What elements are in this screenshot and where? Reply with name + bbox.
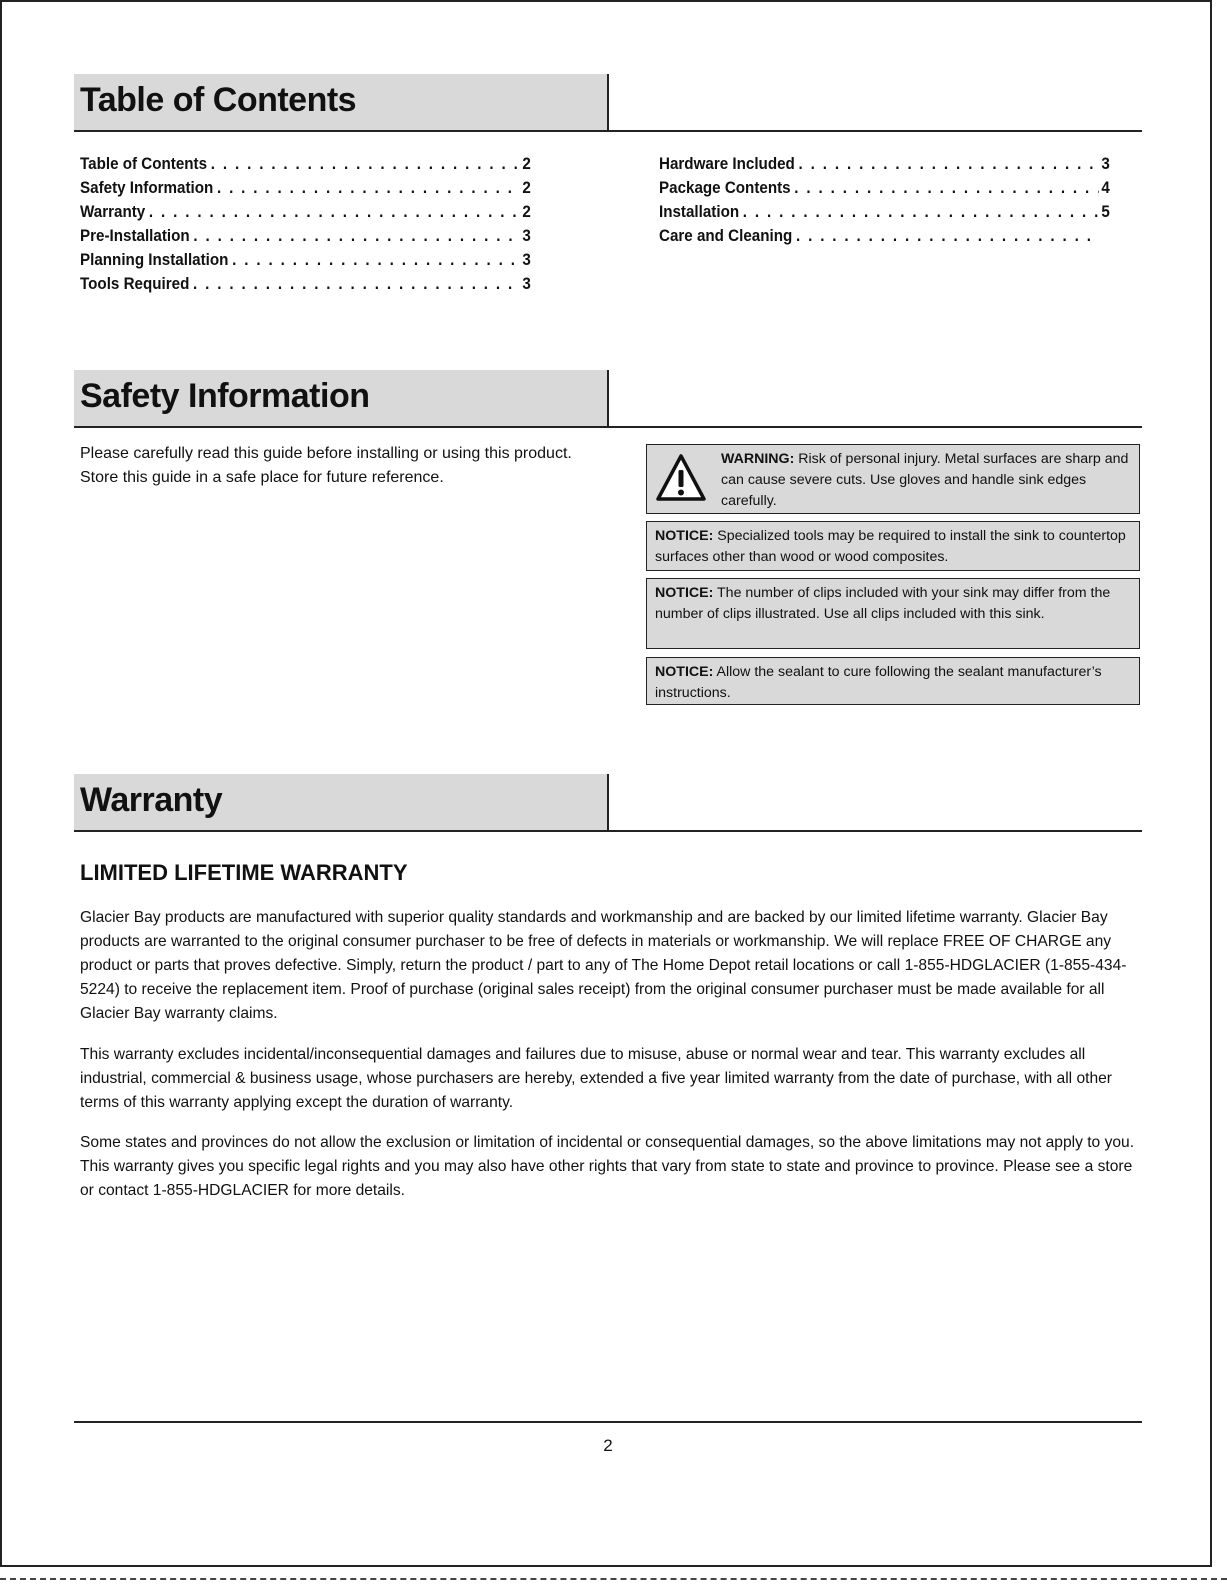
notice-box	[646, 578, 1140, 649]
footer-divider	[74, 1421, 1142, 1423]
warranty-section-header	[74, 774, 1142, 832]
notice-label: NOTICE:	[655, 528, 714, 544]
warning-triangle-icon	[655, 453, 707, 503]
toc-entry-label: Pre-Installation	[80, 227, 190, 245]
toc-entry-label: Package Contents	[659, 179, 791, 197]
toc-title: Table of Contents	[80, 81, 357, 119]
toc-entry[interactable]	[80, 176, 531, 200]
toc-leader	[792, 224, 1098, 248]
toc-entry-page: 3	[522, 275, 531, 293]
toc-entry-page: 3	[522, 227, 531, 245]
toc-section-header	[74, 74, 1142, 132]
notice-message: The number of clips included with your sink may differ from the number of clips illustrated. Use all clips included with this sink.	[655, 585, 1111, 622]
safety-title-tab	[74, 370, 609, 426]
toc-entry[interactable]	[80, 248, 531, 272]
toc-left-column	[80, 152, 531, 296]
toc-entry-page: 4	[1101, 179, 1110, 197]
toc-entry[interactable]	[80, 200, 531, 224]
notice-message: Allow the sealant to cure following the sealant manufacturer’s instructions.	[655, 664, 1102, 701]
toc-leader	[739, 200, 1099, 224]
toc-leader	[213, 176, 519, 200]
warning-message: Risk of personal injury. Metal surfaces are sharp and can cause severe cuts. Use gloves and handle sink edges carefully.	[721, 451, 1129, 509]
toc-entry-label: Tools Required	[80, 275, 190, 293]
warranty-heading: LIMITED LIFETIME WARRANTY	[80, 860, 408, 885]
toc-entry-label: Planning Installation	[80, 251, 229, 269]
notice-label: NOTICE:	[655, 664, 714, 680]
toc-entry[interactable]	[659, 224, 1110, 248]
toc-entry[interactable]	[659, 200, 1110, 224]
warranty-title-tab	[74, 774, 609, 830]
toc-leader	[145, 200, 520, 224]
toc-entry[interactable]	[80, 224, 531, 248]
toc-entry-page: 3	[1101, 155, 1110, 173]
toc-entry-label: Hardware Included	[659, 155, 795, 173]
warranty-title: Warranty	[80, 781, 223, 819]
warranty-paragraph: This warranty excludes incidental/inconsequential damages and failures due to misuse, abuse or normal wear and tear. This warranty excludes all industrial, commercial & business usage, whose purchasers are hereby, extended a five year limited warranty from the date of purchase, with all other terms of this warranty applying except the duration of warranty.	[80, 1046, 1113, 1111]
toc-leader	[189, 272, 519, 296]
toc-entry[interactable]	[659, 152, 1110, 176]
toc-entry[interactable]	[659, 176, 1110, 200]
toc-entry-label: Table of Contents	[80, 155, 208, 173]
warning-box	[646, 444, 1140, 514]
toc-entry-label: Warranty	[80, 203, 146, 221]
page-number: 2	[603, 1436, 613, 1455]
notice-box	[646, 521, 1140, 571]
warning-text	[721, 449, 1131, 512]
notice-label: NOTICE:	[655, 585, 714, 601]
toc-title-tab	[74, 74, 609, 130]
toc-leader	[795, 152, 1099, 176]
warranty-paragraph: Some states and provinces do not allow the exclusion or limitation of incidental or consequential damages, so the above limitations may not apply to you. This warranty gives you specific legal rights and you may also have other rights that vary from state to state and province to province. Please see a store or contact 1-855-HDGLACIER for more details.	[80, 1134, 1135, 1199]
warning-label: WARNING:	[721, 451, 795, 467]
toc-entry-page: 2	[522, 179, 531, 197]
toc-leader	[207, 152, 520, 176]
toc-entry-label: Care and Cleaning	[659, 227, 793, 245]
toc-entry-label: Safety Information	[80, 179, 214, 197]
toc-entry-page: 2	[522, 155, 531, 173]
toc-entry-label: Installation	[659, 203, 740, 221]
notice-message: Specialized tools may be required to install the sink to countertop surfaces other than wood or wood composites.	[655, 528, 1126, 565]
toc-right-column	[659, 152, 1110, 248]
toc-entry-page: 5	[1101, 203, 1110, 221]
toc-entry-page: 3	[522, 251, 531, 269]
warranty-paragraph: Glacier Bay products are manufactured with superior quality standards and workmanship and are backed by our limited lifetime warranty. Glacier Bay products are warranted to the original consumer purchaser to be free of defects in materials or workmanship. We will replace FREE OF CHARGE any product or parts that proves defective. Simply, return the product / part to any of The Home Depot retail locations or call 1-855-HDGLACIER (1-855-434-5224) to receive the replacement item. Proof of purchase (original sales receipt) from the original consumer purchaser must be made available for all Glacier Bay warranty claims.	[80, 909, 1127, 1022]
safety-title: Safety Information	[80, 377, 370, 415]
toc-entry-page: 2	[522, 203, 531, 221]
page-cut-line	[0, 1578, 1227, 1580]
toc-leader	[791, 176, 1099, 200]
safety-intro: Please carefully read this guide before installing or using this product. Store this guide in a safe place for future reference.	[80, 445, 572, 486]
toc-entry[interactable]	[80, 152, 531, 176]
toc-leader	[190, 224, 520, 248]
toc-entry[interactable]	[80, 272, 531, 296]
safety-section-header	[74, 370, 1142, 428]
notice-box	[646, 657, 1140, 705]
toc-leader	[228, 248, 519, 272]
